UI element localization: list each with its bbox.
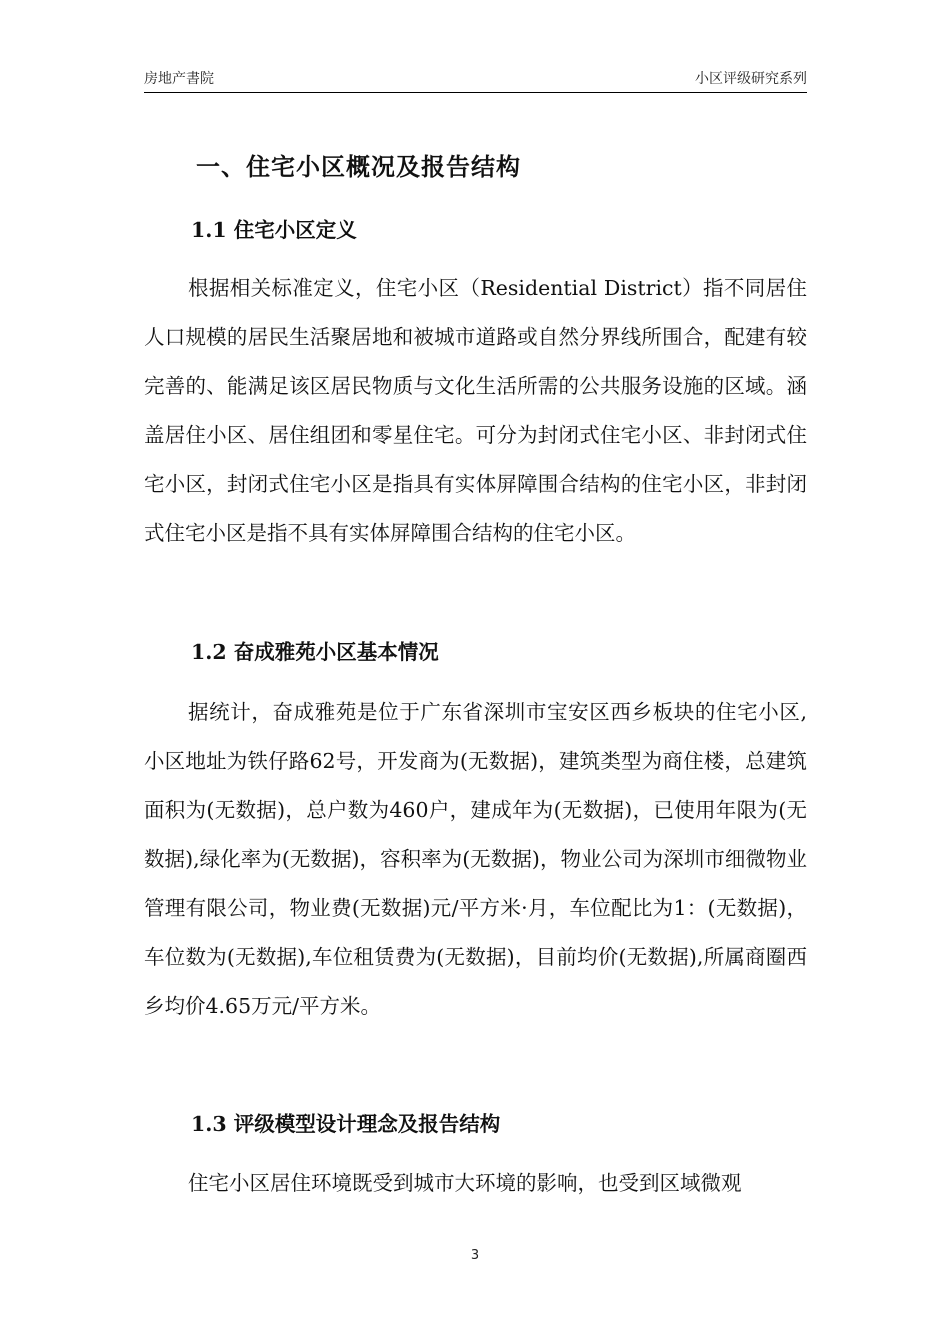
subsection-heading-1-2: 1.2 奋成雅苑小区基本情况 — [191, 640, 439, 664]
paragraph-basic-info: 据统计，奋成雅苑是位于广东省深圳市宝安区西乡板块的住宅小区,小区地址为铁仔路62号，开发商为(无数据)，建筑类型为商住楼，总建筑面积为(无数据)，总户数为460户，建成年为(无数据)，已使用年限为(无数据),绿化率为(无数据)，容积率为(无数据)，物业公司为深圳市细微物业管理有限公司，物业费(无数据)元/平方米·月，车位配比为1：(无数据)，车位数为(无数据),车位租赁费为(无数据)，目前均价(无数据),所属商圈西乡均价4.65万元/平方米。 — [144, 700, 807, 1018]
subsection-heading-1-3: 1.3 评级模型设计理念及报告结构 — [191, 1112, 501, 1136]
paragraph-definition: 根据相关标准定义，住宅小区（Residential District）指不同居住人口规模的居民生活聚居地和被城市道路或自然分界线所围合，配建有较完善的、能满足该区居民物质与文化生活所需的公共服务设施的区域。涵盖居住小区、居住组团和零星住宅。可分为封闭式住宅小区、非封闭式住宅小区，封闭式住宅小区是指具有实体屏障围合结构的住宅小区，非封闭式住宅小区是指不具有实体屏障围合结构的住宅小区。 — [144, 276, 807, 545]
page-number: 3 — [470, 1248, 480, 1263]
page-header — [144, 66, 807, 93]
section-heading: 一、住宅小区概况及报告结构 — [196, 152, 521, 181]
header-publisher: 房地产書院 — [144, 71, 214, 87]
paragraph-model-design: 住宅小区居住环境既受到城市大环境的影响，也受到区域微观 — [188, 1171, 742, 1195]
subsection-heading-1-1: 1.1 住宅小区定义 — [191, 218, 357, 242]
header-series-title: 小区评级研究系列 — [695, 71, 807, 87]
